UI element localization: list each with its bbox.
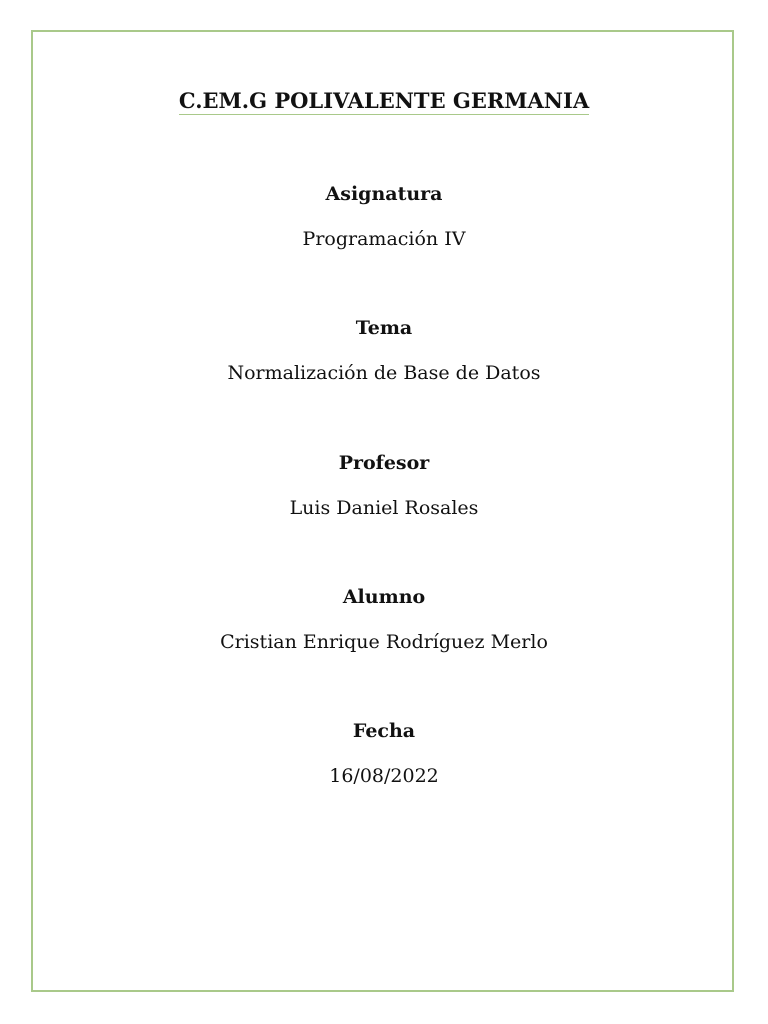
tema-value: Normalización de Base de Datos bbox=[227, 362, 541, 384]
fecha-value: 16/08/2022 bbox=[329, 765, 439, 787]
profesor-value: Luis Daniel Rosales bbox=[289, 497, 479, 519]
alumno-label: Alumno bbox=[342, 586, 426, 608]
tema-label: Tema bbox=[355, 317, 413, 339]
asignatura-label: Asignatura bbox=[325, 183, 443, 205]
section-tema bbox=[0, 314, 768, 387]
section-asignatura bbox=[0, 180, 768, 253]
fecha-label: Fecha bbox=[352, 720, 416, 742]
alumno-value: Cristian Enrique Rodríguez Merlo bbox=[220, 631, 548, 653]
section-profesor bbox=[0, 449, 768, 522]
asignatura-value: Programación IV bbox=[302, 228, 466, 250]
section-alumno bbox=[0, 583, 768, 656]
school-title bbox=[0, 86, 768, 116]
section-fecha bbox=[0, 717, 768, 790]
school-title-text: C.EM.G POLIVALENTE GERMANIA bbox=[178, 88, 590, 113]
profesor-label: Profesor bbox=[338, 452, 430, 474]
